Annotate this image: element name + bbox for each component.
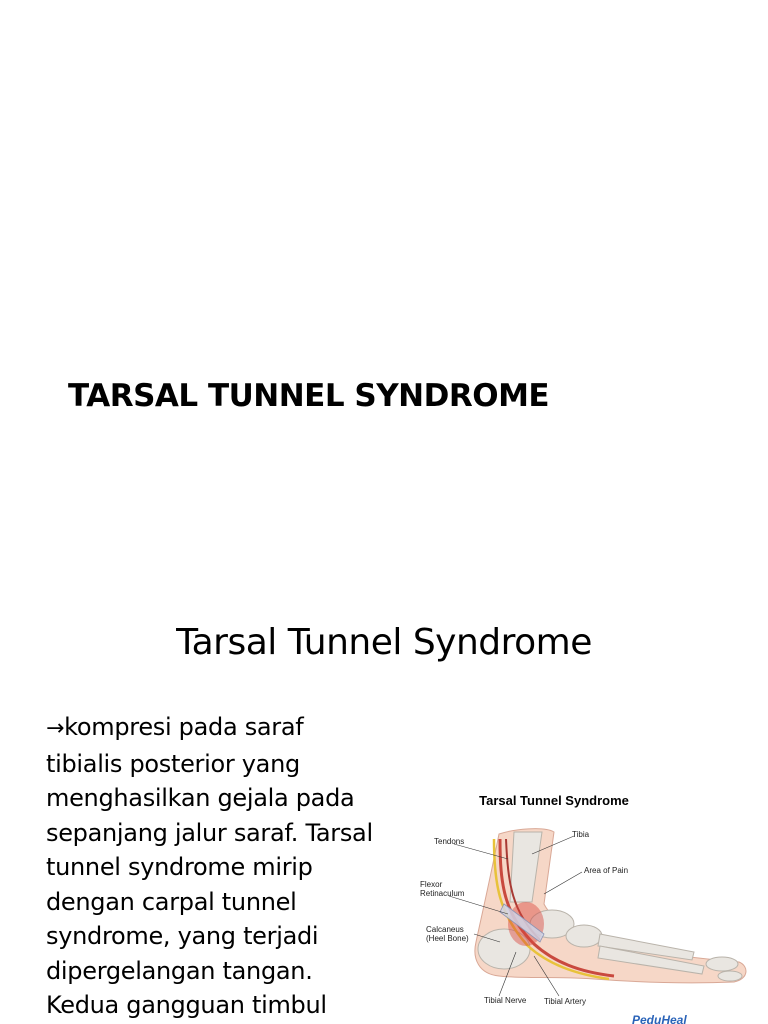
publisher-logo: PeduHeal [632,1013,687,1024]
label-tibia: Tibia [572,830,590,839]
arrow-icon: → [46,716,65,741]
figure-title: Tarsal Tunnel Syndrome [479,793,629,808]
label-tibial-artery: Tibial Artery [544,997,586,1006]
body-line: syndrome, yang terjadi [46,922,319,950]
label-tibial-nerve: Tibial Nerve [484,996,527,1005]
body-line: menghasilkan gejala pada [46,784,355,812]
body-line-text: kompresi pada saraf [64,713,304,741]
body-line: dipergelangan tangan. [46,956,313,985]
label-flexor-line2: Retinaculum [420,889,465,898]
body-paragraph [46,710,416,1023]
label-tendons: Tendons [434,837,465,846]
body-line: tunnel syndrome mirip [46,853,313,881]
body-line: sepanjang jalur saraf. Tarsal [46,818,373,847]
body-line: tibialis posterior yang [46,749,300,778]
foot-illustration [404,784,768,1024]
label-flexor-line1: Flexor [420,880,443,889]
label-calcaneus-line1: Calcaneus [426,925,464,934]
label-calcaneus-line2: (Heel Bone) [426,934,469,943]
body-line: dengan carpal tunnel [46,887,297,916]
label-area-of-pain: Area of Pain [584,866,629,875]
slide-title: TARSAL TUNNEL SYNDROME [68,378,550,414]
label-flexor-retinaculum [420,880,464,898]
section-title: Tarsal Tunnel Syndrome [176,622,592,663]
anatomy-figure [404,784,768,1024]
body-line [46,710,416,747]
label-calcaneus [426,925,469,943]
body-line: Kedua gangguan timbul [46,991,327,1019]
